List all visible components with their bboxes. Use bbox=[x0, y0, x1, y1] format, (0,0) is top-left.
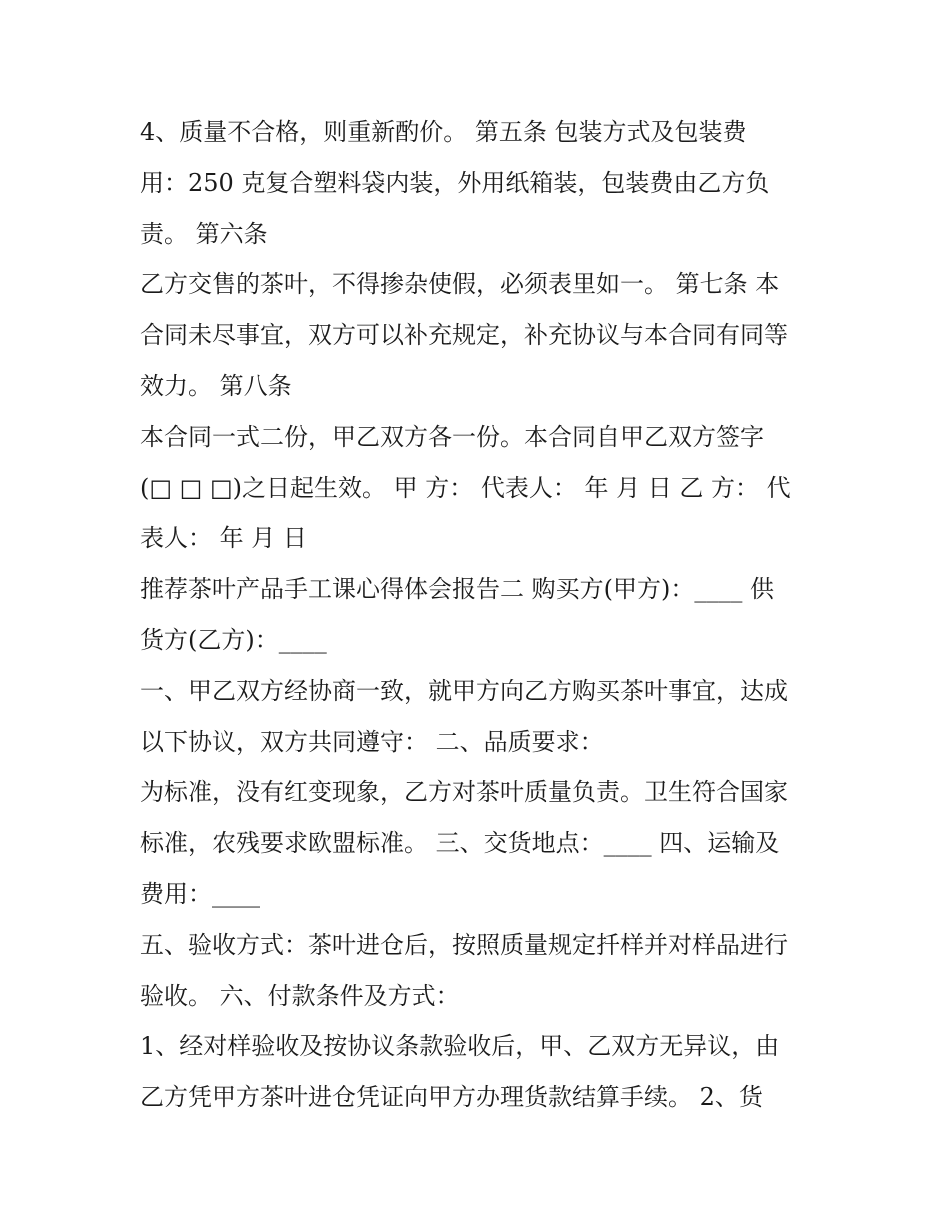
text-line: 一、甲乙双方经协商一致，就甲方向乙方购买茶叶事宜，达成 bbox=[140, 676, 788, 705]
text-line: 用：250 克复合塑料袋内装，外用纸箱装，包装费由乙方负 bbox=[140, 168, 770, 197]
text-line: 乙方交售的茶叶，不得掺杂使假，必须表里如一。 第七条 本 bbox=[140, 270, 780, 299]
document-body bbox=[140, 107, 820, 1123]
text-line: 五、验收方式：茶叶进仓后，按照质量规定扦样并对样品进行 bbox=[140, 930, 788, 959]
text-line: 效力。 第八条 bbox=[140, 371, 292, 400]
text-line: 责。 第六条 bbox=[140, 219, 268, 248]
text-line: 1、经对样验收及按协议条款验收后，甲、乙双方无异议，由 bbox=[140, 1032, 780, 1061]
text-line: 乙方凭甲方茶叶进仓凭证向甲方办理货款结算手续。 2、货 bbox=[140, 1083, 763, 1112]
text-line: 验收。 六、付款条件及方式： bbox=[140, 981, 460, 1010]
text-line: 合同未尽事宜，双方可以补充规定，补充协议与本合同有同等 bbox=[140, 321, 788, 350]
text-line: 本合同一式二份，甲乙双方各一份。本合同自甲乙双方签字 bbox=[140, 422, 764, 451]
text-line: 以下协议，双方共同遵守： 二、品质要求： bbox=[140, 727, 604, 756]
text-line: (□ □ □)之日起生效。 甲 方： 代表人： 年 月 日 乙 方： 代 bbox=[140, 473, 791, 502]
text-line: 表人： 年 月 日 bbox=[140, 524, 307, 553]
text-line: 费用：____ bbox=[140, 879, 260, 908]
text-line: 标准，农残要求欧盟标准。 三、交货地点：____ 四、运输及 bbox=[140, 829, 780, 858]
text-line: 货方(乙方)：____ bbox=[140, 625, 327, 654]
text-line: 为标准，没有红变现象，乙方对茶叶质量负责。卫生符合国家 bbox=[140, 778, 788, 807]
text-line: 4、质量不合格，则重新酌价。 第五条 包装方式及包装费 bbox=[140, 118, 747, 146]
text-line: 推荐茶叶产品手工课心得体会报告二 购买方(甲方)：____ 供 bbox=[140, 575, 774, 604]
